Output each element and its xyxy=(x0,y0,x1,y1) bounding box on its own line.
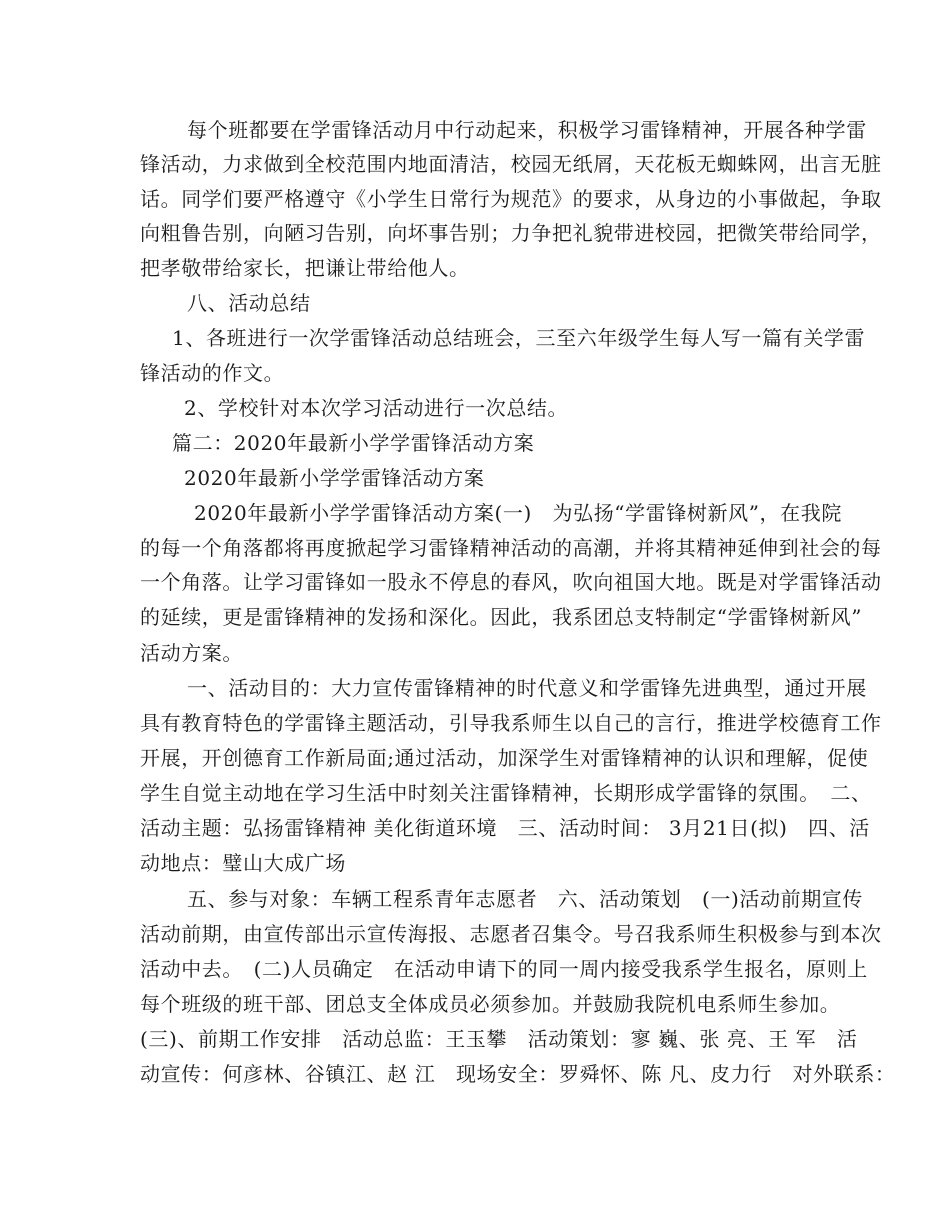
text-line: 2020年最新小学学雷锋活动方案(一) 为弘扬“学雷锋树新风”，在我院 xyxy=(194,501,842,525)
text-line: 一个角落。让学习雷锋如一股永不停息的春风，吹向祖国大地。既是对学雷锋活动 xyxy=(140,570,882,594)
document-title: 2020年最新小学学雷锋活动方案 xyxy=(184,466,485,490)
text-line: 1、各班进行一次学雷锋活动总结班会，三至六年级学生每人写一篇有关学雷 xyxy=(172,326,866,350)
section-heading: 八、活动总结 xyxy=(187,291,311,315)
text-line: 锋活动的作文。 xyxy=(140,361,285,385)
text-line: 的延续，更是雷锋精神的发扬和深化。因此，我系团总支特制定“学雷锋树新风” xyxy=(140,605,863,629)
section-heading: 篇二：2020年最新小学学雷锋活动方案 xyxy=(172,431,535,455)
text-line: 把孝敬带给家长，把谦让带给他人。 xyxy=(140,256,470,280)
text-line: 动地点：璧山大成广场 xyxy=(140,851,346,875)
text-line: 每个班级的班干部、团总支全体成员必须参加。并鼓励我院机电系师生参加。 xyxy=(140,992,841,1016)
text-line: 话。同学们要严格遵守《小学生日常行为规范》的要求，从身边的小事做起，争取 xyxy=(140,187,882,211)
text-line: 的每一个角落都将再度掀起学习雷锋精神活动的高潮，并将其精神延伸到社会的每 xyxy=(140,536,882,560)
text-line: 锋活动，力求做到全校范围内地面清洁，校园无纸屑，天花板无蜘蛛网，出言无脏 xyxy=(140,152,882,176)
text-line: 2、学校针对本次学习活动进行一次总结。 xyxy=(184,396,569,420)
text-line: 动宣传：何彦林、谷镇江、赵 江 现场安全：罗舜怀、陈 凡、皮力行 对外联系： xyxy=(140,1062,896,1086)
text-line: 具有教育特色的学雷锋主题活动，引导我系师生以自己的言行，推进学校德育工作 xyxy=(140,711,882,735)
text-line: 活动前期，由宣传部出示宣传海报、志愿者召集令。号召我系师生积极参与到本次 xyxy=(140,922,882,946)
text-line: 活动方案。 xyxy=(140,641,243,665)
text-line: 五、参与对象：车辆工程系青年志愿者 六、活动策划 (一)活动前期宣传 xyxy=(187,887,864,911)
text-line: 活动主题：弘扬雷锋精神 美化街道环境 三、活动时间： 3月21日(拟) 四、活 xyxy=(140,816,870,840)
text-line: (三)、前期工作安排 活动总监：王玉攀 活动策划：寥 巍、张 亮、王 军 活 xyxy=(140,1027,858,1051)
text-line: 一、活动目的：大力宣传雷锋精神的时代意义和学雷锋先进典型，通过开展 xyxy=(187,676,867,700)
text-line: 向粗鲁告别，向陋习告别，向坏事告别；力争把礼貌带进校园，把微笑带给同学， xyxy=(140,221,882,245)
text-line: 开展，开创德育工作新局面;通过活动，加深学生对雷锋精神的认识和理解，促使 xyxy=(140,746,869,770)
text-line: 学生自觉主动地在学习生活中时刻关注雷锋精神，长期形成学雷锋的氛围。 二、 xyxy=(140,781,872,805)
text-line: 活动中去。 (二)人员确定 在活动申请下的同一周内接受我系学生报名，原则上 xyxy=(140,957,868,981)
text-line: 每个班都要在学雷锋活动月中行动起来，积极学习雷锋精神，开展各种学雷 xyxy=(187,118,867,142)
